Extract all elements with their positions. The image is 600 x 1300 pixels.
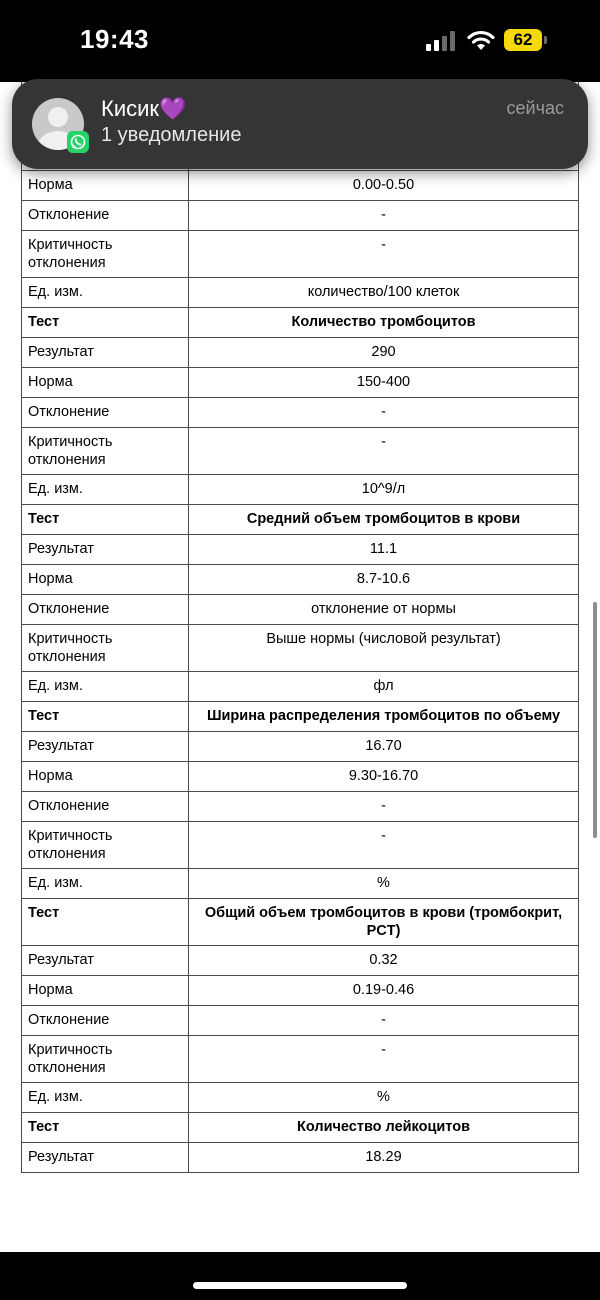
row-label: Критичность отклонения <box>22 1036 189 1083</box>
row-label: Тест <box>22 899 189 946</box>
table-row <box>22 475 579 505</box>
table-row <box>22 398 579 428</box>
row-value: Средний объем тромбоцитов в крови <box>189 505 579 535</box>
row-value: - <box>189 201 579 231</box>
row-value: 150-400 <box>189 368 579 398</box>
notification-text: 1 уведомление <box>101 124 242 146</box>
row-value: % <box>189 869 579 899</box>
row-label: Критичность отклонения <box>22 822 189 869</box>
row-value: отклонение от нормы <box>189 595 579 625</box>
table-row <box>22 1083 579 1113</box>
row-value: 0.00-0.50 <box>189 171 579 201</box>
row-value: 0.32 <box>189 946 579 976</box>
notification-time: сейчас <box>506 98 564 118</box>
row-value: Общий объем тромбоцитов в крови (тромбокрит, PCT) <box>189 899 579 946</box>
table-row <box>22 1036 579 1083</box>
table-row <box>22 1006 579 1036</box>
row-label: Результат <box>22 338 189 368</box>
battery-cap <box>544 36 547 44</box>
row-label: Результат <box>22 1143 189 1173</box>
scrollbar[interactable] <box>593 602 597 838</box>
table-row <box>22 869 579 899</box>
row-label: Ед. изм. <box>22 475 189 505</box>
row-label: Норма <box>22 565 189 595</box>
row-label: Тест <box>22 505 189 535</box>
row-label: Отклонение <box>22 1006 189 1036</box>
table-row <box>22 792 579 822</box>
row-value: 8.7-10.6 <box>189 565 579 595</box>
row-label: Отклонение <box>22 595 189 625</box>
test-header-row <box>22 1113 579 1143</box>
row-value: 10^9/л <box>189 475 579 505</box>
table-row <box>22 338 579 368</box>
row-label: Отклонение <box>22 398 189 428</box>
row-value: - <box>189 428 579 475</box>
home-indicator[interactable] <box>193 1282 407 1289</box>
row-value: - <box>189 398 579 428</box>
table-row <box>22 595 579 625</box>
row-value: % <box>189 1083 579 1113</box>
row-label: Результат <box>22 732 189 762</box>
row-value: 11.1 <box>189 535 579 565</box>
row-value: - <box>189 231 579 278</box>
table-body <box>22 82 579 1173</box>
table-row <box>22 672 579 702</box>
row-value: Выше нормы (числовой результат) <box>189 625 579 672</box>
table-row <box>22 625 579 672</box>
row-label: Критичность отклонения <box>22 428 189 475</box>
whatsapp-icon <box>67 131 89 153</box>
status-bar <box>0 0 600 82</box>
row-label: Норма <box>22 762 189 792</box>
table-row <box>22 946 579 976</box>
row-label: Норма <box>22 368 189 398</box>
row-label: Ед. изм. <box>22 672 189 702</box>
row-label: Тест <box>22 1113 189 1143</box>
row-value: Количество тромбоцитов <box>189 308 579 338</box>
row-label: Норма <box>22 976 189 1006</box>
row-label: Отклонение <box>22 792 189 822</box>
lab-results-page[interactable] <box>0 82 600 1252</box>
test-header-row <box>22 505 579 535</box>
row-value: количество/100 клеток <box>189 278 579 308</box>
wifi-icon <box>466 28 496 52</box>
avatar-head <box>48 107 68 127</box>
row-label: Отклонение <box>22 201 189 231</box>
notification-title: Кисик💜 <box>101 96 187 121</box>
table-row <box>22 171 579 201</box>
row-value: 16.70 <box>189 732 579 762</box>
row-value: 0.19-0.46 <box>189 976 579 1006</box>
table-row <box>22 822 579 869</box>
row-label: Тест <box>22 702 189 732</box>
row-label: Норма <box>22 171 189 201</box>
lab-results-table <box>21 82 579 1173</box>
row-value: - <box>189 1006 579 1036</box>
row-value: - <box>189 1036 579 1083</box>
row-label: Тест <box>22 308 189 338</box>
row-value: 290 <box>189 338 579 368</box>
row-value: фл <box>189 672 579 702</box>
row-label: Ед. изм. <box>22 869 189 899</box>
row-label: Ед. изм. <box>22 278 189 308</box>
table-row <box>22 762 579 792</box>
row-label: Результат <box>22 946 189 976</box>
table-row <box>22 231 579 278</box>
row-label: Критичность отклонения <box>22 625 189 672</box>
table-row <box>22 565 579 595</box>
table-row <box>22 976 579 1006</box>
row-value: 18.29 <box>189 1143 579 1173</box>
notification-banner[interactable] <box>12 79 588 169</box>
battery-icon <box>504 29 542 51</box>
row-value: - <box>189 822 579 869</box>
row-label: Ед. изм. <box>22 1083 189 1113</box>
row-label: Результат <box>22 535 189 565</box>
test-header-row <box>22 702 579 732</box>
cellular-signal-icon <box>426 31 458 51</box>
table-row <box>22 278 579 308</box>
table-row <box>22 535 579 565</box>
test-header-row <box>22 899 579 946</box>
clock: 19:43 <box>80 24 149 54</box>
battery-level: 62 <box>513 30 533 49</box>
table-row <box>22 368 579 398</box>
row-value: - <box>189 792 579 822</box>
table-row <box>22 428 579 475</box>
row-label: Критичность отклонения <box>22 231 189 278</box>
table-row <box>22 201 579 231</box>
row-value: 9.30-16.70 <box>189 762 579 792</box>
table-row <box>22 1143 579 1173</box>
test-header-row <box>22 308 579 338</box>
row-value: Количество лейкоцитов <box>189 1113 579 1143</box>
table-row <box>22 732 579 762</box>
row-value: Ширина распределения тромбоцитов по объему <box>189 702 579 732</box>
